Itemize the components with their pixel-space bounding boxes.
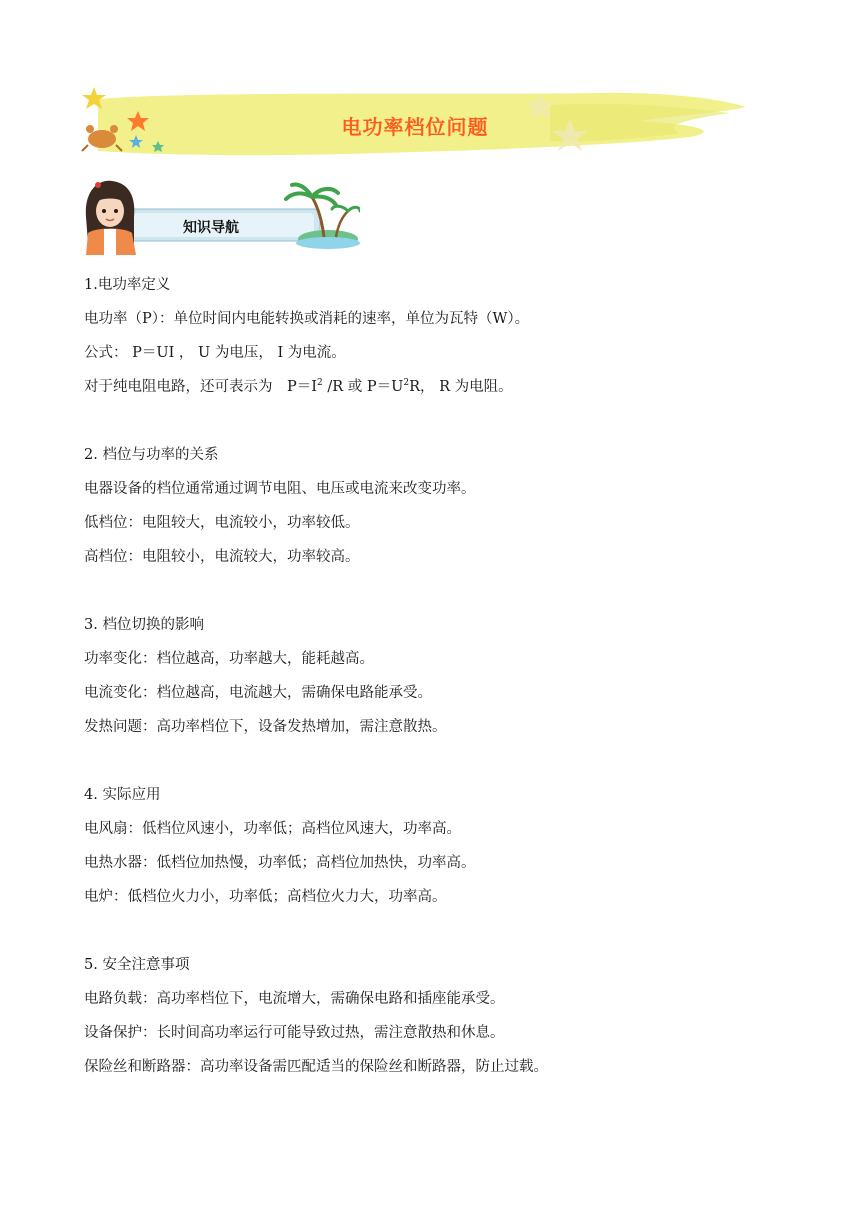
superscript: 2 bbox=[316, 378, 323, 389]
paragraph-line: 低档位：电阻较大，电流较小，功率较低。 bbox=[84, 515, 360, 531]
document-body bbox=[84, 268, 784, 1084]
superscript: 2 bbox=[403, 378, 410, 389]
paragraph-line: 电器设备的档位通常通过调节电阻、电压或电流来改变功率。 bbox=[84, 481, 476, 497]
knowledge-nav-background bbox=[80, 177, 360, 255]
section-heading: 5. 安全注意事项 bbox=[84, 957, 190, 973]
section-safety-notes bbox=[84, 948, 784, 1084]
paragraph-line: 电路负载：高功率档位下，电流增大，需确保电路和插座能承受。 bbox=[84, 991, 505, 1007]
section-gear-power-relation bbox=[84, 438, 784, 574]
paragraph-line: 公式： P＝UI ， U 为电压， I 为电流。 bbox=[84, 345, 346, 361]
paragraph-line: 电热水器：低档位加热慢，功率低；高档位加热快，功率高。 bbox=[84, 855, 476, 871]
section-heading: 1.电功率定义 bbox=[84, 277, 171, 293]
paragraph-line: 发热问题：高功率档位下，设备发热增加，需注意散热。 bbox=[84, 719, 447, 735]
girl-avatar-icon bbox=[86, 181, 136, 255]
formula-text: /R 或 P＝U bbox=[322, 379, 404, 395]
formula-line bbox=[84, 370, 784, 404]
paragraph-line: 功率变化：档位越高，功率越大，能耗越高。 bbox=[84, 651, 374, 667]
knowledge-nav-label: 知识导航 bbox=[183, 220, 239, 236]
paragraph-line: 设备保护：长时间高功率运行可能导致过热，需注意散热和休息。 bbox=[84, 1025, 505, 1041]
paragraph-line: 电炉：低档位火力小，功率低；高档位火力大，功率高。 bbox=[84, 889, 447, 905]
paragraph-line: 电功率（P）：单位时间内电能转换或消耗的速率，单位为瓦特（W）。 bbox=[84, 311, 530, 327]
section-power-definition bbox=[84, 268, 784, 404]
page-title: 电功率档位问题 bbox=[341, 115, 489, 139]
title-banner bbox=[80, 85, 750, 163]
paragraph-line: 电流变化：档位越高，电流越大，需确保电路能承受。 bbox=[84, 685, 432, 701]
section-heading: 2. 档位与功率的关系 bbox=[84, 447, 219, 463]
paragraph-line: 高档位：电阻较小，电流较大，功率较高。 bbox=[84, 549, 360, 565]
paragraph-line: 电风扇：低档位风速小，功率低；高档位风速大，功率高。 bbox=[84, 821, 461, 837]
section-practical-applications bbox=[84, 778, 784, 914]
paragraph-line: 保险丝和断路器：高功率设备需匹配适当的保险丝和断路器，防止过载。 bbox=[84, 1059, 548, 1075]
section-heading: 4. 实际应用 bbox=[84, 787, 161, 803]
formula-text: 对于纯电阻电路，还可表示为 P＝I bbox=[84, 379, 317, 395]
formula-text: R， R 为电阻。 bbox=[409, 379, 513, 395]
section-heading: 3. 档位切换的影响 bbox=[84, 617, 204, 633]
knowledge-nav-header bbox=[80, 177, 360, 255]
section-gear-switch-effects bbox=[84, 608, 784, 744]
